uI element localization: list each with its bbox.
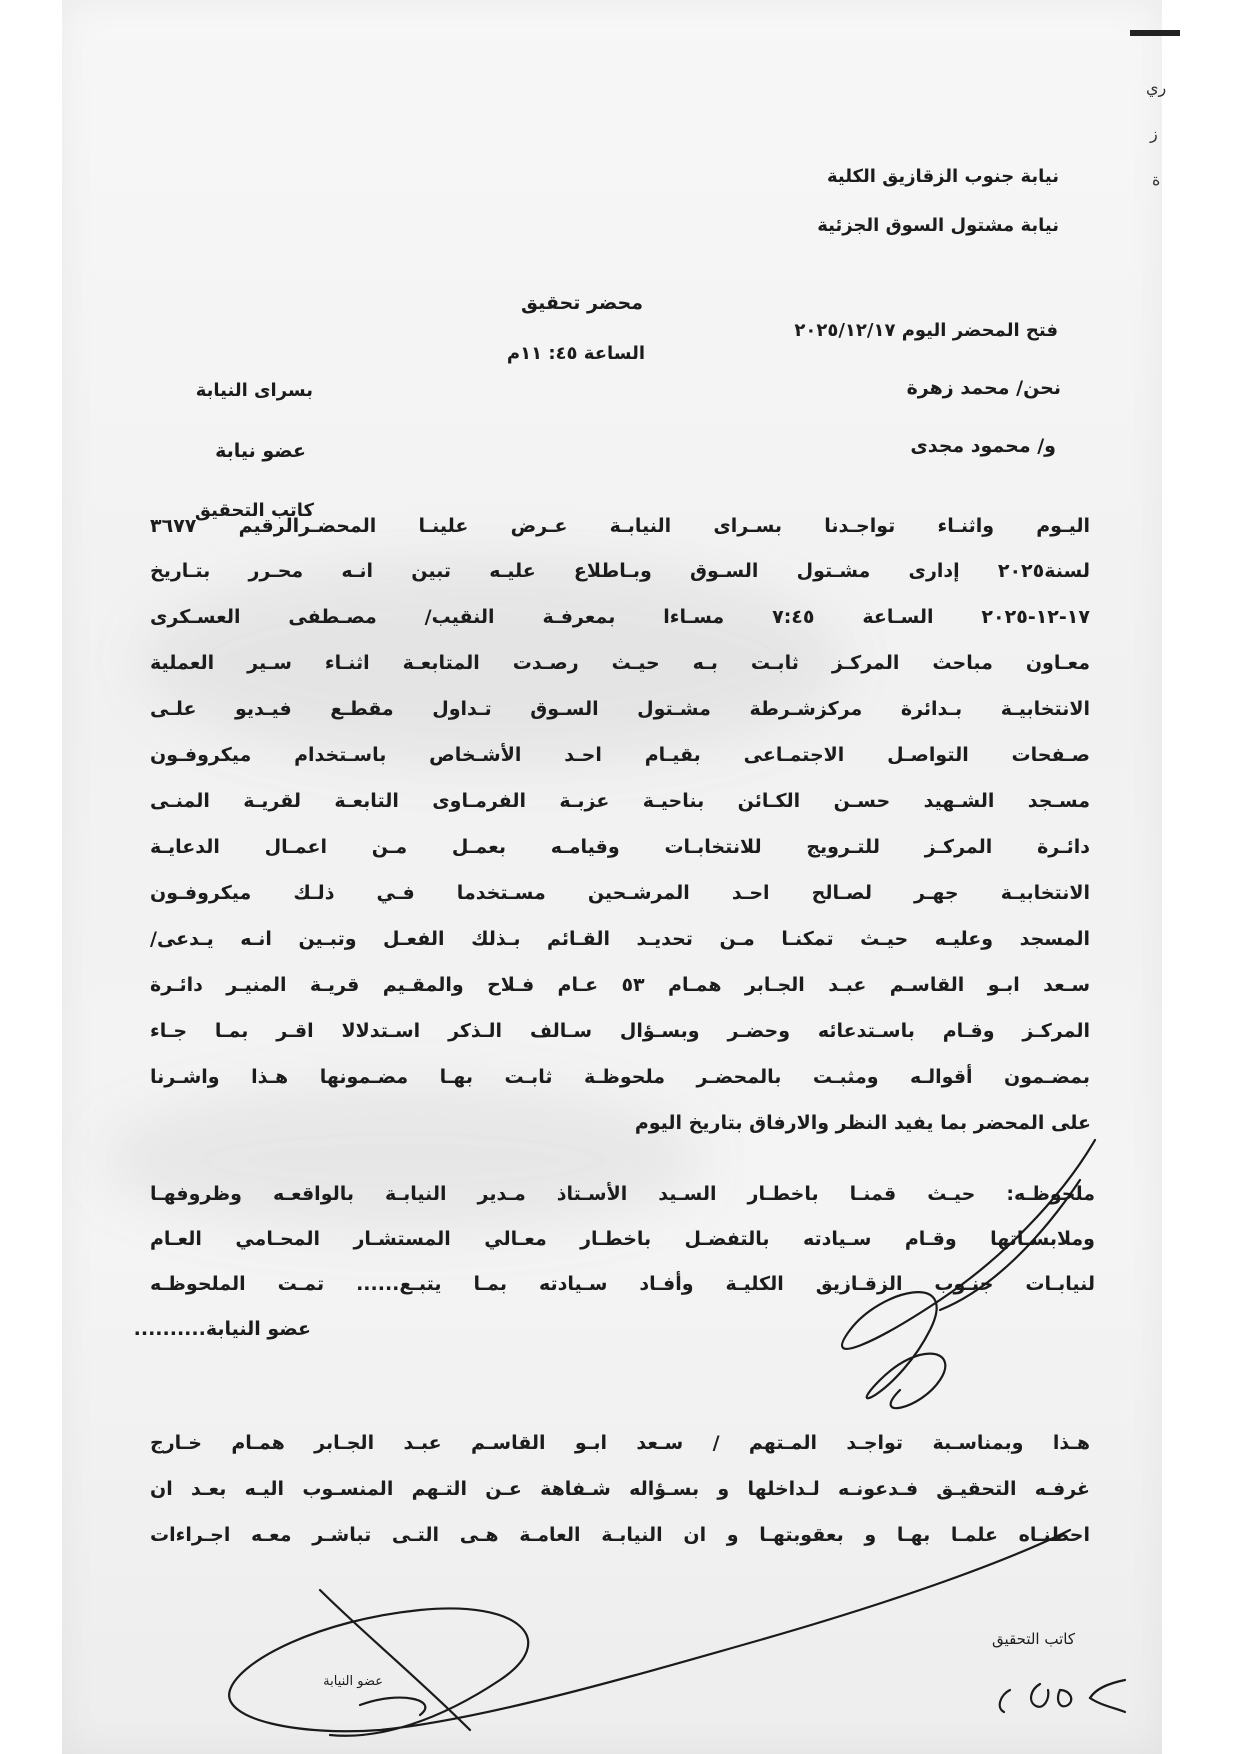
body-line: الانتخابيـة جهـر لصـالح احـد المرشـحين مسـتخدما فـي ذلـك ميكروفـون bbox=[150, 882, 1090, 904]
investigator-name: نحن/ محمد زهرة bbox=[906, 377, 1061, 399]
opening-date: فتح المحضر اليوم ٢٠٢٥/١٢/١٧ bbox=[794, 320, 1058, 341]
clerk-label: كاتب التحقيق bbox=[194, 500, 314, 521]
body-line: الانتخابيـة بـدائرة مركزشـرطة مشـتول السـوق تـداول مقطـع فيـديو علـى bbox=[150, 698, 1090, 720]
body-line: لسنة٢٠٢٥ إدارى مشـتول السـوق وبـاطلاع عليـه تبين انـه محـرر بتـاريخ bbox=[150, 560, 1090, 582]
margin-fragment: ز bbox=[1150, 124, 1158, 143]
location-label: بسراى النيابة bbox=[195, 380, 313, 401]
page-title: محضر تحقيق bbox=[521, 292, 643, 314]
opening-time: الساعة ٤٥: ١١م bbox=[506, 343, 645, 364]
body-line: المسجد وعليـه حيـث تمكنـا مـن تحديـد القـائم بـذلك الفعـل وتبـين انـه يـدعى/ bbox=[150, 928, 1090, 950]
final-line: هـذا وبمناسـبة تواجـد المـتهم / سـعد ابـو القاسـم عبـد الجـابر همـام خـارج bbox=[150, 1432, 1090, 1454]
body-line: معـاون مباحث المركـز ثابـت بـه حيـث رصـدت المتابعـة اثنـاء سـير العملية bbox=[150, 652, 1090, 674]
footer-clerk-label: كاتب التحقيق bbox=[992, 1630, 1075, 1648]
body-line: بمضـمون أقوالـه ومثبـت بالمحضـر ملحوظـة ثابـت بهـا مضـمونها هـذا واشـرنا bbox=[150, 1066, 1090, 1088]
paper-fold-shadow bbox=[102, 1090, 702, 1230]
body-line: سـعد ابـو القاسـم عبـد الجـابر همـام ٥٣ عـام فـلاح والمقـيم قريـة المنيـر دائـرة bbox=[150, 974, 1091, 996]
body-line: مسـجد الشـهيد حسـن الكـائن بناحيـة عزبـة الفرمـاوى التابعـة لقريـة المنـى bbox=[150, 790, 1090, 812]
body-line: اليـوم واثنـاء تواجـدنا بسـراى النيابـة عـرض علينـا المحضـرالرقيم ٣٦٧٧ bbox=[150, 515, 1090, 537]
member-label: عضو نيابة bbox=[215, 440, 306, 462]
body-line: صـفحات التواصـل الاجتمـاعى بقيـام احـد الأشـخاص باسـتخدام ميكروفـون bbox=[150, 744, 1090, 766]
final-line: غرفـه التحقيـق فـدعونـه لـداخلها و بسـؤاله شـفاهة عـن التـهم المنسـوب اليـه بعـد ان bbox=[150, 1478, 1090, 1500]
margin-fragment: ري bbox=[1146, 78, 1167, 97]
body-line: المركـز وقـام باسـتدعائه وحضـر وبسـؤال سـالف الـذكر اسـتدلالا اقـر بمـا جـاء bbox=[150, 1020, 1090, 1042]
margin-fragment: ة bbox=[1152, 170, 1161, 189]
scan-edge-mark bbox=[1130, 30, 1180, 36]
body-line: على المحضر بما يفيد النظر والارفاق بتاريخ اليوم bbox=[634, 1112, 1091, 1134]
clerk-name: و/ محمود مجدى bbox=[910, 435, 1056, 457]
body-line: دائـرة المركـز للتـرويج للانتخابـات وقيامـه بعمـل مـن اعمـال الدعايـة bbox=[150, 836, 1090, 858]
body-line: ١٧-١٢-٢٠٢٥ السـاعة ٧:٤٥ مسـاءا بمعرفـة النقيب/ مصـطفى العسـكرى bbox=[150, 606, 1090, 628]
note-line: وملابسـاتها وقـام سـيادته بالتفضـل باخطـار معـالي المستشـار المحـامي العـام bbox=[150, 1228, 1095, 1250]
header-prosecution-south: نيابة جنوب الزقازيق الكلية bbox=[826, 166, 1059, 187]
header-prosecution-local: نيابة مشتول السوق الجزئية bbox=[817, 215, 1059, 236]
note-line: لنيابـات جنـوب الزقـازيق الكليـة وأفـاد سـيادته بمـا يتبـع...... تمـت الملحوظـه bbox=[150, 1273, 1095, 1295]
note-line: ملحوظـه: حيـث قمنـا باخطـار السـيد الأسـتاذ مـدير النيابـة بالواقعـه وظروفهـا bbox=[150, 1183, 1095, 1205]
footer-member-label: عضو النيابة bbox=[323, 1674, 383, 1689]
note-signature-label: عضو النيابة.......... bbox=[133, 1318, 311, 1340]
final-line: احطنـاه علمـا بهـا و بعقوبتهـا و ان النيابـة العامـة هـى التـى تباشـر معـه اجـراءات bbox=[150, 1524, 1090, 1546]
